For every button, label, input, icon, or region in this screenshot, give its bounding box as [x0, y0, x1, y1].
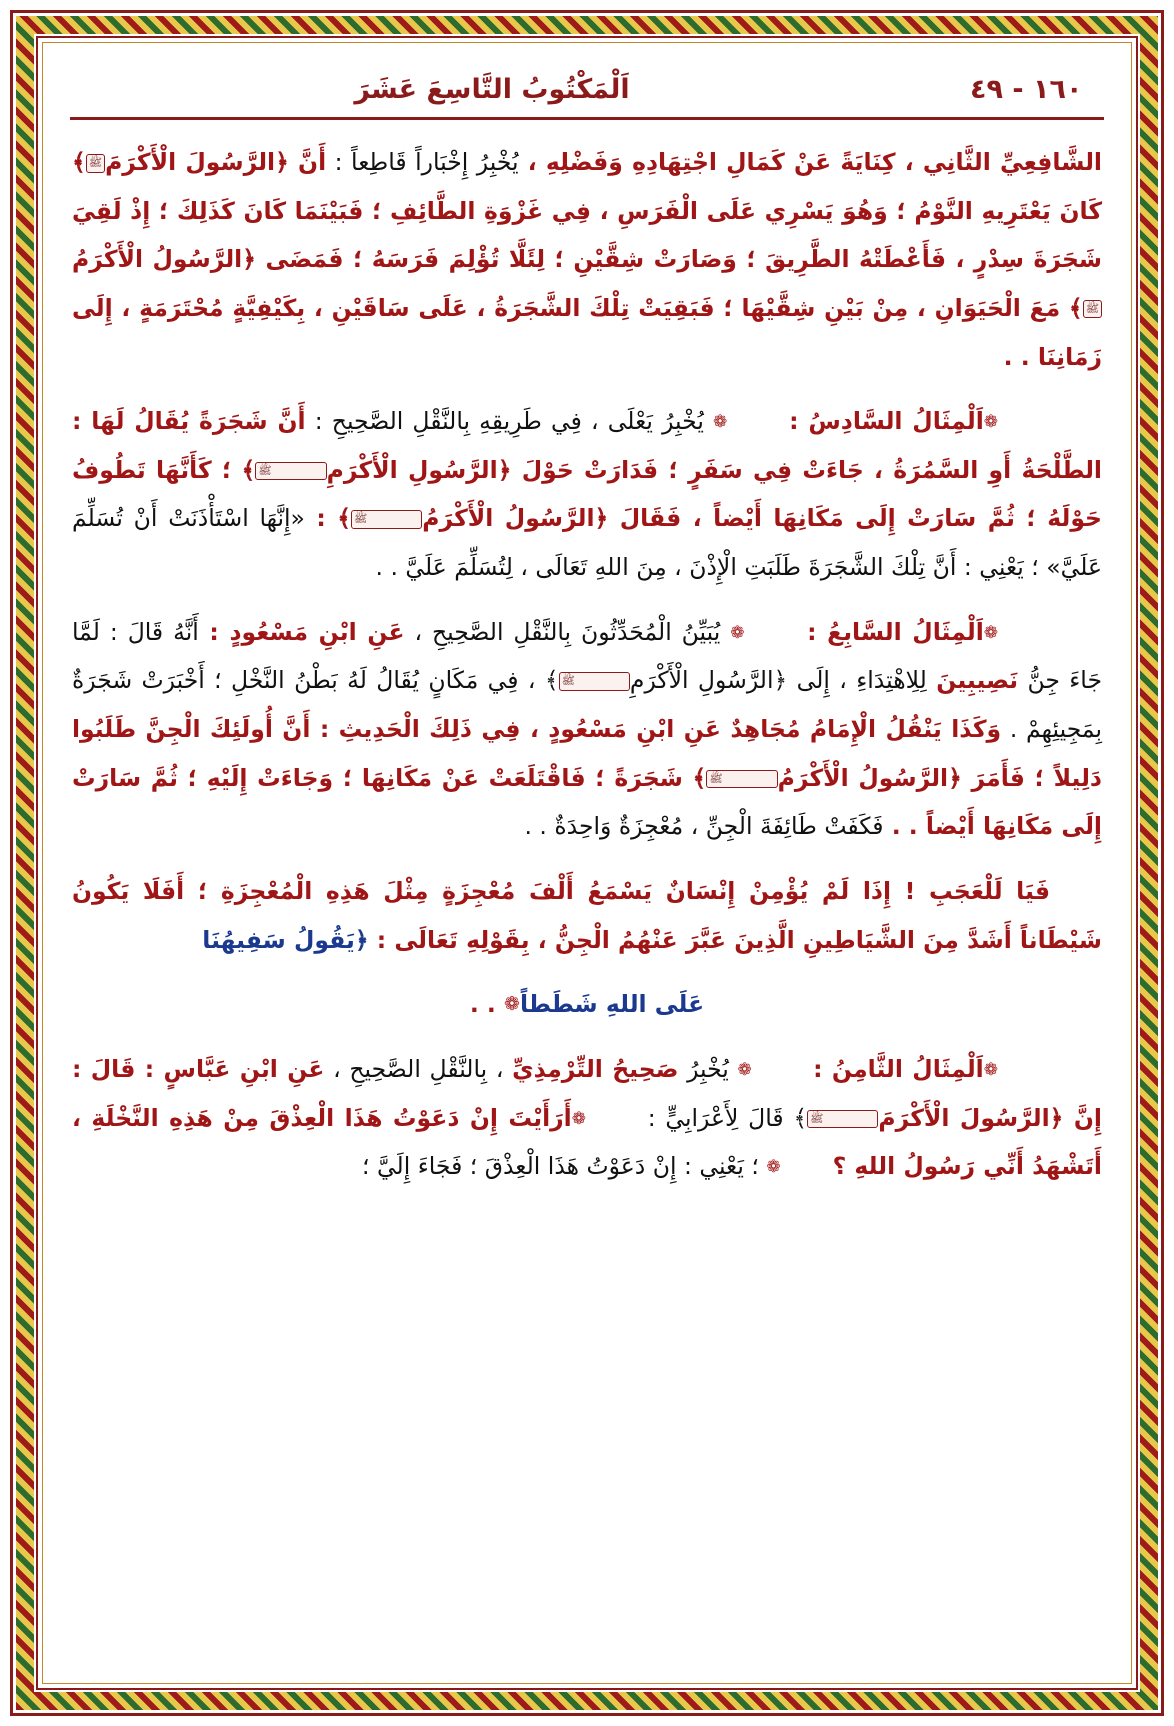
- text-run: عَنِ ابْنِ عَبَّاسٍ : قَالَ : إِنَّ ﴿الرَّسُولَ الْأَكْرَمَ: [72, 1054, 1102, 1132]
- flower-ornament-icon: ❁: [730, 622, 745, 643]
- para-4: [72, 867, 1102, 964]
- text-run: يُخْبِرُ إِخْبَاراً قَاطِعاً :: [326, 148, 519, 176]
- text-run: ﴾ ؛ كَأَنَّهَا تَطُوفُ حَوْلَهُ ؛ ثُمَّ سَارَتْ إِلَى مَكَانِهَا أَيْضاً ، فَقَالَ ﴿الرَّسُولُ الْأَكْرَمُ: [72, 455, 1102, 533]
- text-run: يُخْبِرُ يَعْلَى ، فِي طَرِيقِهِ بِالنَّقْلِ الصَّحِيحِ :: [305, 407, 713, 436]
- text-run: فَكَفَتْ طَائِفَةَ الْجِنِّ ، مُعْجِزَةٌ وَاحِدَةٌ . .: [524, 812, 884, 841]
- text-run: ﴾ :: [304, 504, 351, 533]
- text-run: ﴾ ، فِي مَكَانٍ يُقَالُ لَهُ بَطْنُ النَّخْلِ ؛ أَخْبَرَتْ شَجَرَةٌ بِمَجِيئِهِمْ .: [72, 666, 1102, 744]
- text-run: عَلَى اللهِ شَطَطاً: [519, 990, 705, 1019]
- para-5: [72, 980, 1102, 1029]
- flower-ornament-icon: ❁: [983, 1059, 998, 1080]
- prophetic-sigil-icon: ﷺ: [559, 672, 630, 691]
- verse-end-ornament-icon: ❁: [504, 993, 520, 1016]
- text-run: لِلِاهْتِدَاءِ ، إِلَى ﴿الرَّسُولِ الْأَكْرَمِ: [629, 666, 937, 695]
- flower-ornament-icon: ❁: [737, 1059, 752, 1080]
- flower-ornament-icon: ❁: [983, 412, 998, 433]
- text-run: أَرَأَيْتَ إِنْ دَعَوْتُ هَذَا الْعِذْقَ مِنْ هَذِهِ النَّخْلَةِ ، أَتَشْهَدُ أَنِّي رَسُولُ اللهِ ؟: [72, 1103, 1102, 1181]
- text-run: فَيَا لَلْعَجَبِ ! إِذَا لَمْ يُؤْمِنْ إِنْسَانٌ يَسْمَعُ أَلْفَ مُعْجِزَةٍ مِثْلَ هَذِهِ الْمُعْجِزَةِ ؛ أَفَلَا يَكُونُ شَيْطَاناً أَشَدَّ مِنَ الشَّيَاطِينِ الَّذِينَ عَبَّرَ عَنْهُمُ الْجِنُّ ، بِقَوْلِهِ تَعَالَى :: [72, 876, 1102, 954]
- text-run: يُبَيِّنُ الْمُحَدِّثُونَ بِالنَّقْلِ الصَّحِيحِ ،: [404, 617, 731, 646]
- flower-ornament-icon: ❁: [766, 1157, 781, 1178]
- text-run: وَكَذَا يَنْقُلُ الْإِمَامُ مُجَاهِدٌ عَنِ ابْنِ مَسْعُودٍ ، فِي ذَلِكَ الْحَدِيثِ : أَنَّ أُولَئِكَ الْجِنَّ طَلَبُوا دَلِيلاً ؛ فَأَمَرَ ﴿الرَّسُولُ الْأَكْرَمُ: [72, 715, 1102, 792]
- prophetic-sigil-icon: ﷺ: [86, 154, 105, 173]
- text-run: . .: [469, 990, 505, 1019]
- text-run: ﴾ كَانَ يَعْتَرِيهِ النَّوْمُ ؛ وَهُوَ يَسْرِي عَلَى الْفَرَسِ ، فِي غَزْوَةِ الطَّائِفِ ؛ فَبَيْنَمَا كَانَ كَذَلِكَ ؛ إِذْ لَقِيَ شَجَرَةَ سِدْرٍ ، فَأَعْطَتْهُ الطَّرِيقَ ؛ وَصَارَتْ شِقَّيْنِ ؛ لِئَلَّا تُؤْلِمَ فَرَسَهُ ؛ فَمَضَى ﴿الرَّسُولُ الْأَكْرَمُ: [72, 148, 1102, 274]
- flower-ornament-icon: ❁: [983, 622, 998, 643]
- para-6: [72, 1045, 1102, 1191]
- para-3: [72, 608, 1102, 851]
- prophetic-sigil-icon: ﷺ: [706, 770, 777, 789]
- para-1: [72, 138, 1102, 381]
- page-content: [56, 52, 1118, 1674]
- text-run: يُخْبِرُ: [678, 1054, 738, 1083]
- prophetic-sigil-icon: ﷺ: [807, 1110, 878, 1129]
- text-run: ﴿يَقُولُ سَفِيهُنَا: [202, 925, 369, 954]
- text-run: الشَّافِعِيِّ الثَّانِي ، كِنَايَةً عَنْ كَمَالِ اجْتِهَادِهِ وَفَضْلِهِ ،: [518, 148, 1102, 176]
- page-number: ١٦٠ - ٤٩: [970, 74, 1083, 105]
- text-run: ﴾ شَجَرَةً ؛ فَاقْتَلَعَتْ عَنْ مَكَانِهَا ؛ وَجَاءَتْ إِلَيْهِ ؛ ثُمَّ سَارَتْ إِلَى مَكَانِهَا أَيْضاً . .: [72, 763, 1102, 841]
- page-title: اَلْمَكْتُوبُ التَّاسِعَ عَشَرَ: [354, 74, 630, 105]
- text-run: أَنَّ شَجَرَةً يُقَالُ لَهَا : الطَّلْحَةُ أَوِ السَّمُرَةُ ، جَاءَتْ فِي سَفَرٍ ؛ فَدَارَتْ حَوْلَ ﴿الرَّسُولِ الْأَكْرَمِ: [72, 407, 1102, 484]
- text-run: أَنَّ ﴿الرَّسُولَ الْأَكْرَمَ: [105, 148, 327, 176]
- text-run: نَصِيبِينَ: [936, 666, 1019, 695]
- text-run: «إِنَّهَا اسْتَأْذَنَتْ أَنْ تُسَلِّمَ عَلَيَّ» ؛ يَعْنِي : أَنَّ تِلْكَ الشَّجَرَةَ طَلَبَتِ الْإِذْنَ ، مِنَ اللهِ تَعَالَى ، لِتُسَلِّمَ عَلَيَّ . .: [72, 504, 1102, 582]
- text-run: ﴾ مَعَ الْحَيَوَانِ ، مِنْ بَيْنِ شِقَّيْهَا ؛ فَبَقِيَتْ تِلْكَ الشَّجَرَةُ ، عَلَى سَاقَيْنِ ، بِكَيْفِيَّةٍ مُحْتَرَمَةٍ ، إِلَى زَمَانِنَا . .: [72, 293, 1102, 371]
- text-run: ؛ يَعْنِي : إِنْ دَعَوْتُ هَذَا الْعِذْقَ ؛ فَجَاءَ إِلَيَّ ؛: [362, 1152, 767, 1181]
- flower-ornament-icon: ❁: [571, 1108, 586, 1129]
- text-run: عَنِ ابْنِ مَسْعُودٍ :: [198, 617, 405, 646]
- document-body: [66, 138, 1108, 1191]
- prophetic-sigil-icon: ﷺ: [351, 510, 422, 529]
- para-2: [72, 397, 1102, 592]
- text-run: اَلْمِثَالُ السَّادِسُ :: [779, 407, 984, 436]
- prophetic-sigil-icon: ﷺ: [1083, 300, 1102, 319]
- header-divider: [70, 117, 1104, 120]
- prophetic-sigil-icon: ﷺ: [255, 462, 326, 481]
- text-run: اَلْمِثَالُ السَّابِعُ :: [796, 617, 984, 646]
- text-run: صَحِيحُ التِّرْمِذِيِّ: [512, 1054, 679, 1083]
- text-run: ، بِالنَّقْلِ الصَّحِيحِ ،: [324, 1054, 513, 1083]
- text-run: أَنَّهُ قَالَ : لَمَّا جَاءَ جِنُّ: [72, 617, 1102, 695]
- text-run: اَلْمِثَالُ الثَّامِنُ :: [803, 1054, 984, 1083]
- page-header: [66, 66, 1108, 107]
- text-run: ﴾ قَالَ لِأَعْرَابِيٍّ :: [637, 1103, 808, 1132]
- flower-ornament-icon: ❁: [713, 412, 728, 433]
